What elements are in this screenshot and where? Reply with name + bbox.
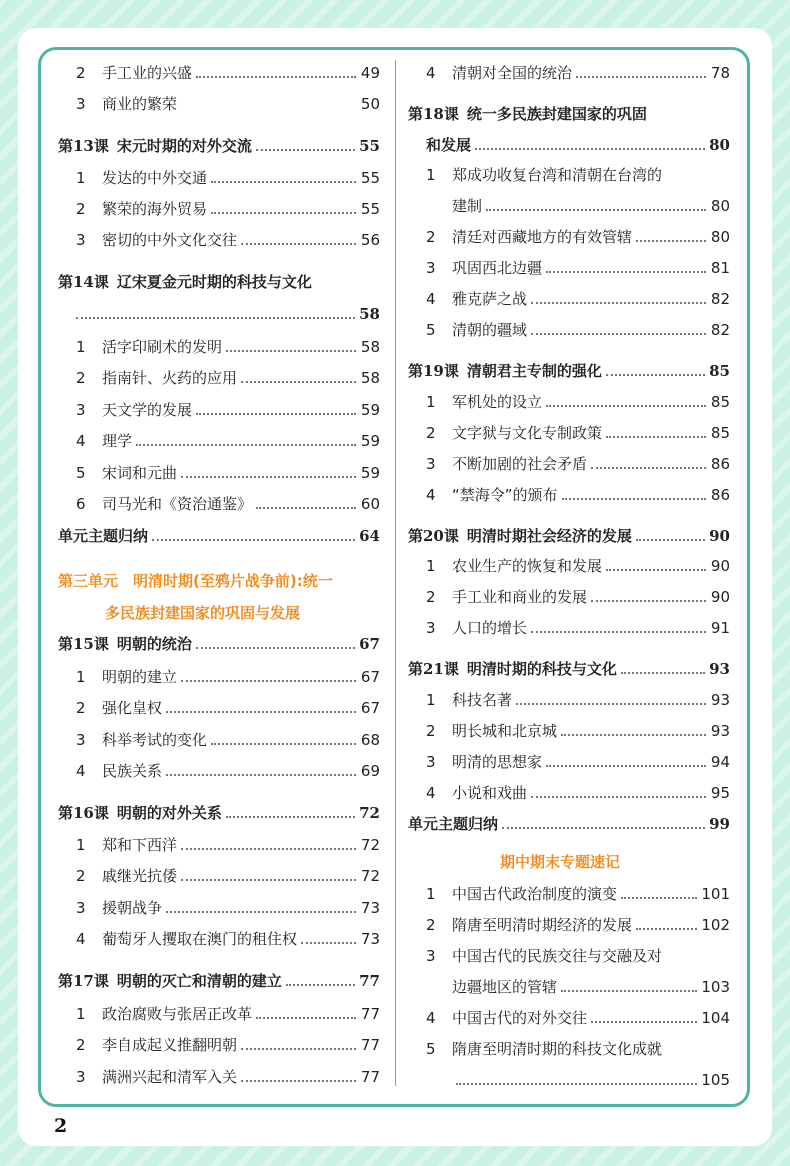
lesson-18[interactable]: 第18课 统一多民族封建国家的巩固 (408, 105, 647, 123)
toc-entry-cont[interactable]: 105 (408, 1062, 730, 1090)
toc-entry[interactable]: 1 郑和下西洋 72 (76, 836, 380, 854)
toc-entry[interactable]: 3 密切的中外文化交往 56 (76, 231, 380, 249)
lesson-15[interactable]: 第15课 明朝的统治 67 (58, 635, 380, 653)
unit-summary[interactable]: 单元主题归纳 64 (58, 527, 380, 545)
toc-entry[interactable]: 1 政治腐败与张居正改革 77 (76, 1005, 380, 1023)
toc-entry[interactable]: 5 隋唐至明清时期的科技文化成就 (426, 1040, 663, 1058)
lesson-17[interactable]: 第17课 明朝的灭亡和清朝的建立 77 (58, 972, 380, 990)
toc-entry[interactable]: 4 中国古代的对外交往 104 (426, 1009, 730, 1027)
toc-entry[interactable]: 4 理学 59 (76, 432, 380, 450)
toc-entry[interactable]: 2 李自成起义推翻明朝 77 (76, 1036, 380, 1054)
toc-entry[interactable]: 3 不断加剧的社会矛盾 86 (426, 455, 730, 473)
toc-entry[interactable]: 3 天文学的发展 59 (76, 401, 380, 419)
toc-entry[interactable]: 5 清朝的疆域 82 (426, 321, 730, 339)
toc-entry-cont[interactable]: 建制 80 (452, 197, 730, 215)
lesson-14-page[interactable]: 58 (58, 296, 380, 324)
toc-entry[interactable]: 1 郑成功收复台湾和清朝在台湾的 (426, 166, 663, 184)
toc-entry[interactable]: 4 “禁海令”的颁布 86 (426, 486, 730, 504)
column-divider (395, 60, 396, 1086)
lesson-18-cont[interactable]: 和发展 80 (426, 136, 730, 154)
toc-entry[interactable]: 1 军机处的设立 85 (426, 393, 730, 411)
lesson-20[interactable]: 第20课 明清时期社会经济的发展 90 (408, 527, 730, 545)
toc-entry[interactable]: 2 强化皇权 67 (76, 699, 380, 717)
toc-entry[interactable]: 2 手工业和商业的发展 90 (426, 588, 730, 606)
toc-entry[interactable]: 4 小说和戏曲 95 (426, 784, 730, 802)
unit-3-title-line2: 多民族封建国家的巩固与发展 (105, 604, 301, 622)
toc-entry[interactable]: 2 文字狱与文化专制政策 85 (426, 424, 730, 442)
toc-entry[interactable]: 6 司马光和《资治通鉴》 60 (76, 495, 380, 513)
toc-entry[interactable]: 3 明清的思想家 94 (426, 753, 730, 771)
toc-entry[interactable]: 2 手工业的兴盛 49 (76, 64, 380, 82)
toc-entry[interactable]: 4 民族关系 69 (76, 762, 380, 780)
unit-3-title-line1: 第三单元 明清时期(至鸦片战争前):统一 (58, 572, 333, 590)
toc-entry[interactable]: 1 发达的中外交通 55 (76, 169, 380, 187)
toc-entry[interactable]: 3 人口的增长 91 (426, 619, 730, 637)
lesson-19[interactable]: 第19课 清朝君主专制的强化 85 (408, 362, 730, 380)
toc-entry[interactable]: 2 繁荣的海外贸易 55 (76, 200, 380, 218)
toc-entry[interactable]: 4 清朝对全国的统治 78 (426, 64, 730, 82)
toc-entry[interactable]: 5 宋词和元曲 59 (76, 464, 380, 482)
toc-entry[interactable]: 1 农业生产的恢复和发展 90 (426, 557, 730, 575)
toc-entry[interactable]: 4 葡萄牙人攫取在澳门的租住权 73 (76, 930, 380, 948)
toc-entry[interactable]: 3 商业的繁荣 50 (76, 95, 380, 113)
toc-entry[interactable]: 1 科技名著 93 (426, 691, 730, 709)
special-section-title: 期中期末专题速记 (500, 853, 621, 871)
lesson-21[interactable]: 第21课 明清时期的科技与文化 93 (408, 660, 730, 678)
toc-entry[interactable]: 1 明朝的建立 67 (76, 668, 380, 686)
toc-entry[interactable]: 2 清廷对西藏地方的有效管辖 80 (426, 228, 730, 246)
toc-entry[interactable]: 2 戚继光抗倭 72 (76, 867, 380, 885)
lesson-13[interactable]: 第13课 宋元时期的对外交流 55 (58, 137, 380, 155)
toc-entry[interactable]: 3 满洲兴起和清军入关 77 (76, 1068, 380, 1086)
toc-entry[interactable]: 1 活字印刷术的发明 58 (76, 338, 380, 356)
toc-entry[interactable]: 1 中国古代政治制度的演变 101 (426, 885, 730, 903)
toc-entry[interactable]: 2 指南针、火药的应用 58 (76, 369, 380, 387)
toc-entry[interactable]: 3 援朝战争 73 (76, 899, 380, 917)
toc-entry[interactable]: 3 科举考试的变化 68 (76, 731, 380, 749)
toc-entry[interactable]: 4 雅克萨之战 82 (426, 290, 730, 308)
toc-entry[interactable]: 3 巩固西北边疆 81 (426, 259, 730, 277)
lesson-14[interactable]: 第14课 辽宋夏金元时期的科技与文化 (58, 273, 312, 291)
page-number: 2 (54, 1115, 68, 1137)
toc-entry-cont[interactable]: 边疆地区的管辖 103 (452, 978, 730, 996)
toc-entry[interactable]: 2 隋唐至明清时期经济的发展 102 (426, 916, 730, 934)
unit-summary[interactable]: 单元主题归纳 99 (408, 815, 730, 833)
toc-entry[interactable]: 3 中国古代的民族交往与交融及对 (426, 947, 663, 965)
toc-entry[interactable]: 2 明长城和北京城 93 (426, 722, 730, 740)
lesson-16[interactable]: 第16课 明朝的对外关系 72 (58, 804, 380, 822)
